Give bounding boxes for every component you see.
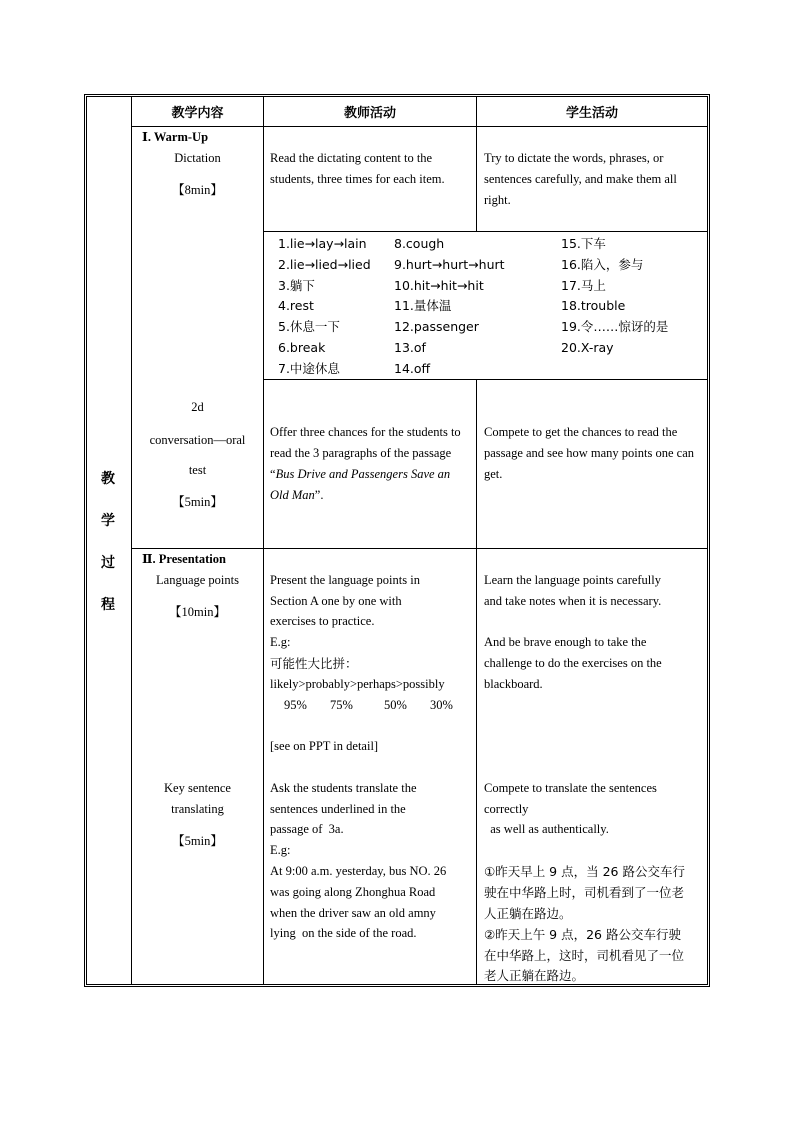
presentation-student-line: challenge to do the exercises on the: [484, 656, 662, 670]
oral-topic-line-1: 2d: [191, 400, 204, 414]
oral-teacher-text-end: ”.: [314, 488, 324, 502]
dictation-item: 13.of: [394, 340, 426, 355]
row-line-warmup: [264, 231, 708, 232]
presentation-teacher-line: Section A one by one with: [270, 594, 402, 608]
dictation-item: 11.量体温: [394, 298, 452, 313]
header-teacher-activity: 教师活动: [343, 106, 396, 121]
dictation-item: 18.trouble: [561, 298, 626, 313]
translation-2-line: 老人正躺在路边。: [484, 968, 585, 983]
warmup-topic: Dictation: [174, 151, 221, 165]
dictation-item: 1.lie→lay→lain: [278, 236, 367, 251]
warmup-student-activity: Try to dictate the words, phrases, or sentences carefully, and make them all right.: [484, 151, 680, 207]
percent-probably: 75%: [330, 698, 353, 712]
translation-1-line: 驶在中华路上时，司机看到了一位老: [484, 885, 685, 900]
dictation-item: 14.off: [394, 361, 431, 376]
presentation-student-line: blackboard.: [484, 677, 543, 691]
warmup-time: 【8min】: [172, 183, 223, 197]
presentation-student-line: and take notes when it is necessary.: [484, 594, 662, 608]
translation-1-line: 人正躺在路边。: [484, 906, 572, 921]
table-border-right-inner: [707, 96, 708, 985]
key-sentence-teacher-line: Ask the students translate the: [270, 781, 417, 795]
table-border-left-inner: [86, 96, 87, 985]
side-label-char-4: 程: [101, 597, 115, 613]
oral-student-activity: Compete to get the chances to read the passage and see how many points one can get.: [484, 425, 698, 481]
translation-2-line: ②昨天上午 9 点，26 路公交车行驶: [484, 927, 681, 942]
key-sentence-topic-line-1: Key sentence: [164, 781, 231, 795]
presentation-topic: Language points: [156, 573, 239, 587]
presentation-teacher-line: 可能性大比拼：: [270, 656, 358, 671]
side-label-char-1: 教: [101, 471, 115, 487]
table-border-top: [84, 94, 710, 95]
presentation-teacher-line: likely>probably>perhaps>possibly: [270, 677, 445, 691]
presentation-student-line: And be brave enough to take the: [484, 635, 647, 649]
warmup-section-title: Ⅰ. Warm-Up: [142, 130, 209, 144]
dictation-item: 5.休息一下: [278, 319, 340, 334]
key-sentence-teacher-line: At 9:00 a.m. yesterday, bus NO. 26: [270, 864, 447, 878]
key-sentence-student-line: Compete to translate the sentences: [484, 781, 657, 795]
oral-topic-line-3: test: [188, 463, 207, 477]
translation-1-line: ①昨天早上 9 点，当 26 路公交车行: [484, 864, 685, 879]
key-sentence-teacher-line: sentences underlined in the: [270, 802, 406, 816]
warmup-teacher-activity: Read the dictating content to the students, three times for each item.: [270, 151, 445, 186]
dictation-item: 19.令……惊讶的是: [561, 319, 669, 334]
key-sentence-student-line: as well as authentically.: [484, 822, 609, 836]
side-label-char-3: 过: [101, 555, 115, 571]
key-sentence-time: 【5min】: [172, 834, 223, 848]
presentation-student-line: Learn the language points carefully: [484, 573, 662, 587]
dictation-item: 12.passenger: [394, 319, 479, 334]
translation-2-line: 在中华路上，这时，司机看见了一位: [484, 948, 685, 963]
row-line-dictation: [264, 379, 708, 380]
oral-time: 【5min】: [172, 495, 223, 509]
oral-teacher-text: Offer three chances for the students to read the 3 paragraphs of the passage “: [270, 425, 464, 481]
table-border-bottom-inner: [86, 984, 708, 985]
key-sentence-teacher-line: was going along Zhonghua Road: [270, 885, 436, 899]
table-border-right: [709, 94, 710, 987]
dictation-item: 8.cough: [394, 236, 445, 251]
header-student-activity: 学生活动: [565, 106, 618, 121]
passage-title: Bus Drive and Passengers Save an Old Man: [270, 467, 454, 502]
presentation-teacher-line: exercises to practice.: [270, 614, 375, 628]
table-border-top-inner: [86, 96, 708, 97]
presentation-teacher-note: [see on PPT in detail]: [270, 739, 379, 753]
side-label-char-2: 学: [101, 513, 115, 529]
key-sentence-teacher-line: passage of 3a.: [270, 822, 344, 836]
oral-topic-line-2: conversation—oral: [149, 433, 246, 447]
divider-teacher-student-lower: [476, 380, 477, 985]
dictation-item: 17.马上: [561, 278, 606, 293]
key-sentence-teacher-line: E.g:: [270, 843, 291, 857]
dictation-item: 6.break: [278, 340, 326, 355]
table-border-bottom: [84, 986, 710, 987]
presentation-teacher-line: Present the language points in: [270, 573, 420, 587]
percent-perhaps: 50%: [384, 698, 407, 712]
key-sentence-student-line: correctly: [484, 802, 529, 816]
key-sentence-teacher-line: lying on the side of the road.: [270, 926, 417, 940]
presentation-time: 【10min】: [169, 605, 226, 619]
percent-likely: 95%: [284, 698, 307, 712]
key-sentence-topic-line-2: translating: [171, 802, 224, 816]
dictation-item: 16.陷入，参与: [561, 257, 644, 272]
presentation-section-title: Ⅱ. Presentation: [142, 552, 226, 566]
dictation-item: 7.中途休息: [278, 361, 340, 376]
divider-content-column: [263, 96, 264, 985]
dictation-item: 2.lie→lied→lied: [278, 257, 371, 272]
header-content: 教学内容: [171, 106, 224, 121]
table-border-left: [84, 94, 85, 987]
dictation-item: 10.hit→hit→hit: [394, 278, 484, 293]
dictation-item: 4.rest: [278, 298, 314, 313]
key-sentence-teacher-line: when the driver saw an old amny: [270, 906, 436, 920]
dictation-item: 15.下车: [561, 236, 606, 251]
presentation-teacher-line: E.g:: [270, 635, 291, 649]
dictation-item: 20.X-ray: [561, 340, 614, 355]
dictation-item: 3.躺下: [278, 278, 315, 293]
percent-possibly: 30%: [430, 698, 453, 712]
oral-teacher-activity: [270, 422, 472, 506]
dictation-item: 9.hurt→hurt→hurt: [394, 257, 505, 272]
